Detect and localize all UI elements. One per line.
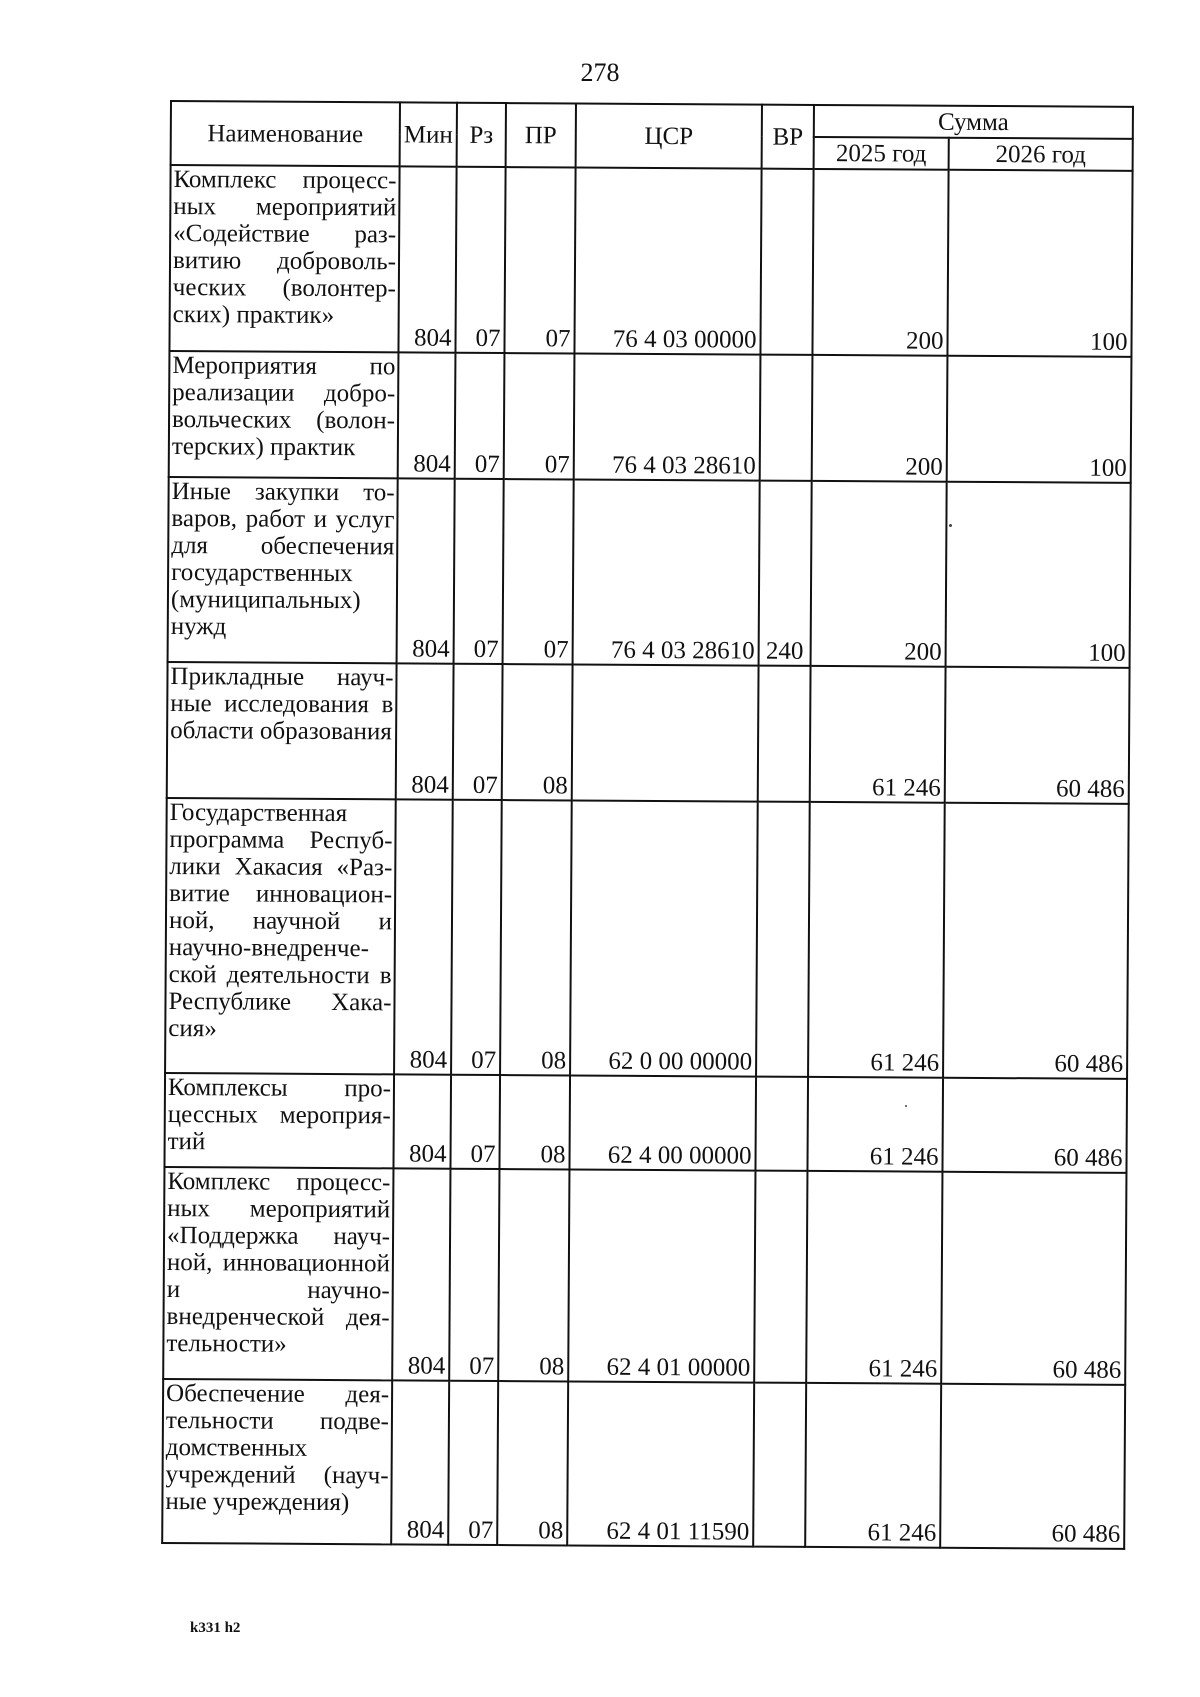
budget-table bbox=[161, 100, 1134, 1550]
cell-2025: 61 246 bbox=[805, 1383, 941, 1548]
cell-vr bbox=[760, 355, 813, 481]
table-row bbox=[163, 1167, 1126, 1385]
cell-2026: 60 486 bbox=[940, 1384, 1125, 1549]
cell-rz: 07 bbox=[451, 800, 502, 1075]
cell-vr bbox=[753, 1383, 806, 1547]
cell-vr bbox=[758, 666, 811, 802]
table-body bbox=[162, 165, 1132, 1549]
cell-rz: 07 bbox=[453, 664, 503, 800]
cell-rz: 07 bbox=[448, 1381, 498, 1545]
cell-name: Обеспечение деятельности подведомственных учреждений (научные учреждения) bbox=[162, 1379, 392, 1544]
header-row bbox=[171, 101, 1133, 139]
table-row bbox=[169, 165, 1132, 357]
cell-rz: 07 bbox=[449, 1169, 499, 1381]
cell-min: 804 bbox=[398, 352, 456, 478]
table-row bbox=[168, 477, 1131, 668]
cell-pr: 08 bbox=[500, 800, 572, 1075]
cell-name: Комплексы процессных мероприятий bbox=[164, 1073, 394, 1168]
cell-min: 804 bbox=[396, 663, 454, 799]
cell-2025: 61 246 bbox=[808, 802, 945, 1078]
cell-2025: 200 bbox=[811, 481, 947, 667]
header-csr: ЦСР bbox=[576, 103, 762, 168]
cell-name: Прикладные научные исследования в области образования bbox=[167, 662, 397, 799]
cell-csr bbox=[572, 664, 759, 801]
cell-min: 804 bbox=[394, 799, 453, 1074]
cell-rz: 07 bbox=[455, 353, 505, 479]
cell-min: 804 bbox=[393, 1074, 451, 1168]
cell-2026: 100 bbox=[947, 356, 1132, 483]
cell-csr: 76 4 03 28610 bbox=[573, 479, 760, 665]
header-min: Мин bbox=[400, 102, 457, 166]
cell-csr: 62 4 01 00000 bbox=[568, 1169, 755, 1382]
cell-pr: 08 bbox=[502, 664, 573, 800]
cell-2026: 100 bbox=[947, 170, 1132, 357]
cell-2026: 60 486 bbox=[945, 667, 1130, 804]
scan-speck bbox=[949, 524, 952, 527]
cell-min: 804 bbox=[392, 1168, 450, 1380]
cell-pr: 07 bbox=[504, 167, 575, 353]
cell-csr: 76 4 03 00000 bbox=[574, 167, 761, 354]
cell-2025: 200 bbox=[812, 169, 948, 356]
cell-2026: 60 486 bbox=[942, 1078, 1127, 1173]
header-year-2026: 2026 год bbox=[949, 138, 1133, 171]
table-row bbox=[164, 1073, 1127, 1173]
cell-2026: 100 bbox=[946, 482, 1131, 668]
cell-2025: 61 246 bbox=[807, 1077, 943, 1172]
cell-name: Комплекс процессных мероприятий «Поддержка научной, инновационной и научно-внедренческой деятельности» bbox=[163, 1167, 393, 1380]
cell-2025: 61 246 bbox=[810, 666, 946, 803]
cell-2026: 60 486 bbox=[943, 803, 1129, 1079]
cell-pr: 08 bbox=[498, 1169, 569, 1381]
cell-pr: 08 bbox=[499, 1075, 570, 1169]
cell-pr: 08 bbox=[497, 1381, 568, 1545]
table-row bbox=[167, 662, 1130, 804]
cell-min: 804 bbox=[391, 1380, 449, 1544]
page-number: 278 bbox=[580, 58, 620, 87]
cell-name: Иные закупки товаров, работ и услуг для обеспечения государственных (муниципальных) нужд bbox=[168, 477, 398, 663]
header-sum: Сумма bbox=[814, 105, 1133, 139]
table-row bbox=[165, 798, 1129, 1079]
cell-vr bbox=[760, 169, 813, 355]
scan-speck bbox=[905, 1105, 907, 1107]
cell-2025: 200 bbox=[812, 355, 948, 482]
cell-pr: 07 bbox=[504, 353, 575, 479]
cell-vr bbox=[754, 1171, 807, 1383]
cell-vr bbox=[756, 802, 810, 1077]
footer-code: k331 h2 bbox=[190, 1620, 241, 1636]
header-name: Наименование bbox=[171, 101, 400, 166]
cell-2025: 61 246 bbox=[806, 1171, 942, 1384]
cell-min: 804 bbox=[398, 166, 456, 352]
header-vr: ВР bbox=[762, 105, 814, 169]
cell-csr: 76 4 03 28610 bbox=[574, 353, 761, 480]
cell-name: Государственная программа Республики Хакасия «Развитие инновационной, научной и научно-внедренческой деятельности в Республике Хакасия» bbox=[165, 798, 396, 1074]
cell-vr: 240 bbox=[759, 481, 812, 666]
cell-pr: 07 bbox=[503, 479, 574, 664]
header-rz: Рз bbox=[457, 103, 506, 167]
cell-min: 804 bbox=[397, 478, 455, 663]
cell-name: Мероприятия по реализации добровольческих (волонтерских) практик bbox=[169, 351, 399, 478]
cell-csr: 62 4 00 00000 bbox=[569, 1075, 756, 1170]
cell-csr: 62 0 00 00000 bbox=[570, 800, 758, 1076]
table-row bbox=[169, 351, 1132, 483]
cell-vr bbox=[755, 1077, 808, 1171]
cell-rz: 07 bbox=[454, 479, 504, 664]
table-row bbox=[162, 1379, 1125, 1549]
cell-rz: 07 bbox=[450, 1075, 500, 1169]
cell-name: Комплекс процессных мероприятий «Содействие развитию добровольческих (волонтерских) практик» bbox=[169, 165, 399, 352]
cell-2026: 60 486 bbox=[941, 1172, 1126, 1385]
header-pr: ПР bbox=[506, 103, 576, 167]
header-year-2025: 2025 год bbox=[814, 137, 949, 170]
cell-csr: 62 4 01 11590 bbox=[567, 1381, 754, 1546]
cell-rz: 07 bbox=[455, 167, 505, 353]
